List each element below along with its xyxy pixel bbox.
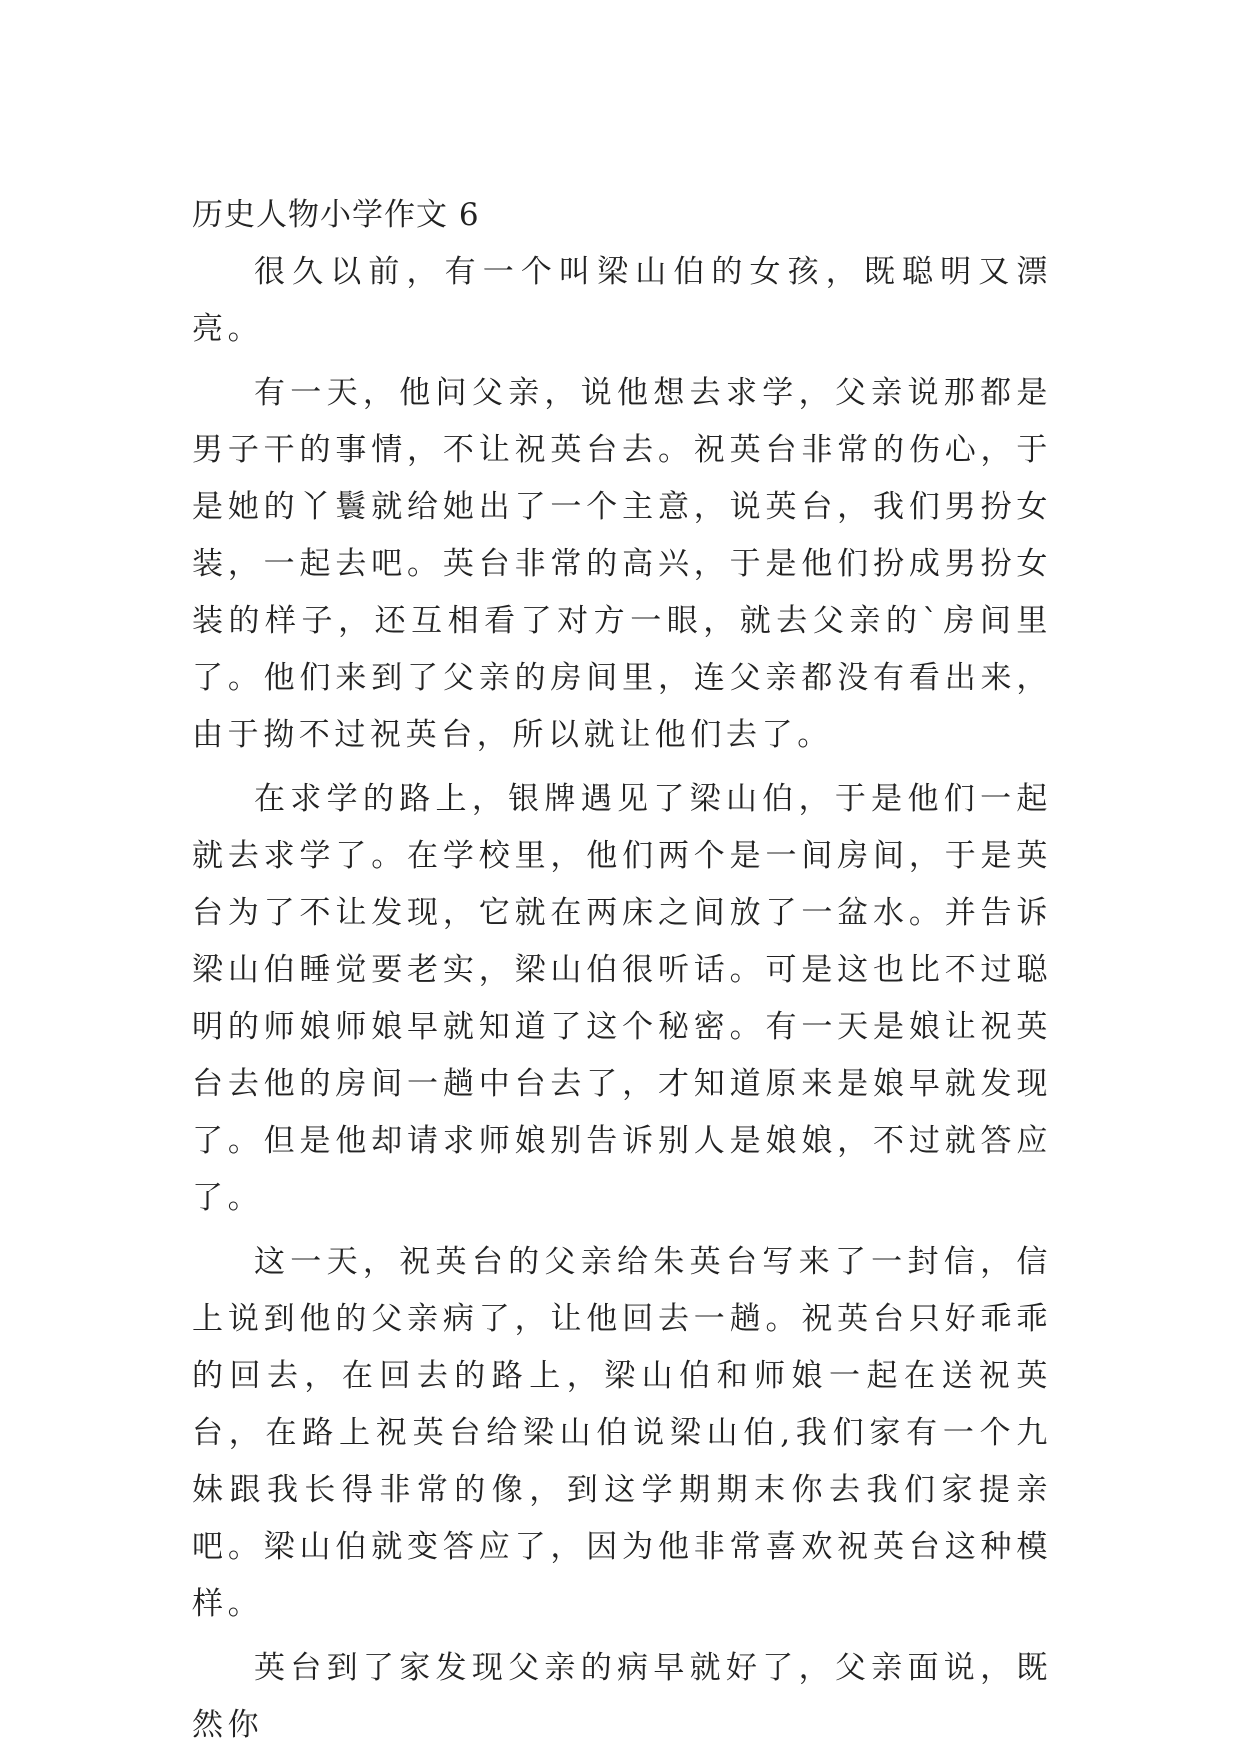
- paragraph-1: 很久以前，有一个叫梁山伯的女孩，既聪明又漂亮。: [192, 254, 1052, 347]
- document-page: [192, 190, 1052, 1761]
- paragraph-5: 英台到了家发现父亲的病早就好了，父亲面说，既然你: [192, 1650, 1052, 1743]
- document-title: 历史人物小学作文 6: [192, 197, 480, 233]
- paragraph-4: 这一天，祝英台的父亲给朱英台写来了一封信，信上说到他的父亲病了，让他回去一趟。祝英台只好乖乖的回去，在回去的路上，梁山伯和师娘一起在送祝英台，在路上祝英台给梁山伯说梁山伯,我们家有一个九妹跟我长得非常的像，到这学期期末你去我们家提亲吧。梁山伯就变答应了，因为他非常喜欢祝英台这种模样。: [192, 1244, 1052, 1622]
- paragraph-2: 有一天，他问父亲，说他想去求学，父亲说那都是男子干的事情，不让祝英台去。祝英台非常的伤心，于是她的丫鬟就给她出了一个主意，说英台，我们男扮女装，一起去吧。英台非常的高兴，于是他们扮成男扮女装的样子，还互相看了对方一眼，就去父亲的`房间里了。他们来到了父亲的房间里，连父亲都没有看出来，由于拗不过祝英台，所以就让他们去了。: [192, 375, 1052, 753]
- paragraph-3: 在求学的路上，银牌遇见了梁山伯，于是他们一起就去求学了。在学校里，他们两个是一间房间，于是英台为了不让发现，它就在两床之间放了一盆水。并告诉梁山伯睡觉要老实，梁山伯很听话。可是这也比不过聪明的师娘师娘早就知道了这个秘密。有一天是娘让祝英台去他的房间一趟中台去了，才知道原来是娘早就发现了。但是他却请求师娘别告诉别人是娘娘，不过就答应了。: [192, 781, 1052, 1216]
